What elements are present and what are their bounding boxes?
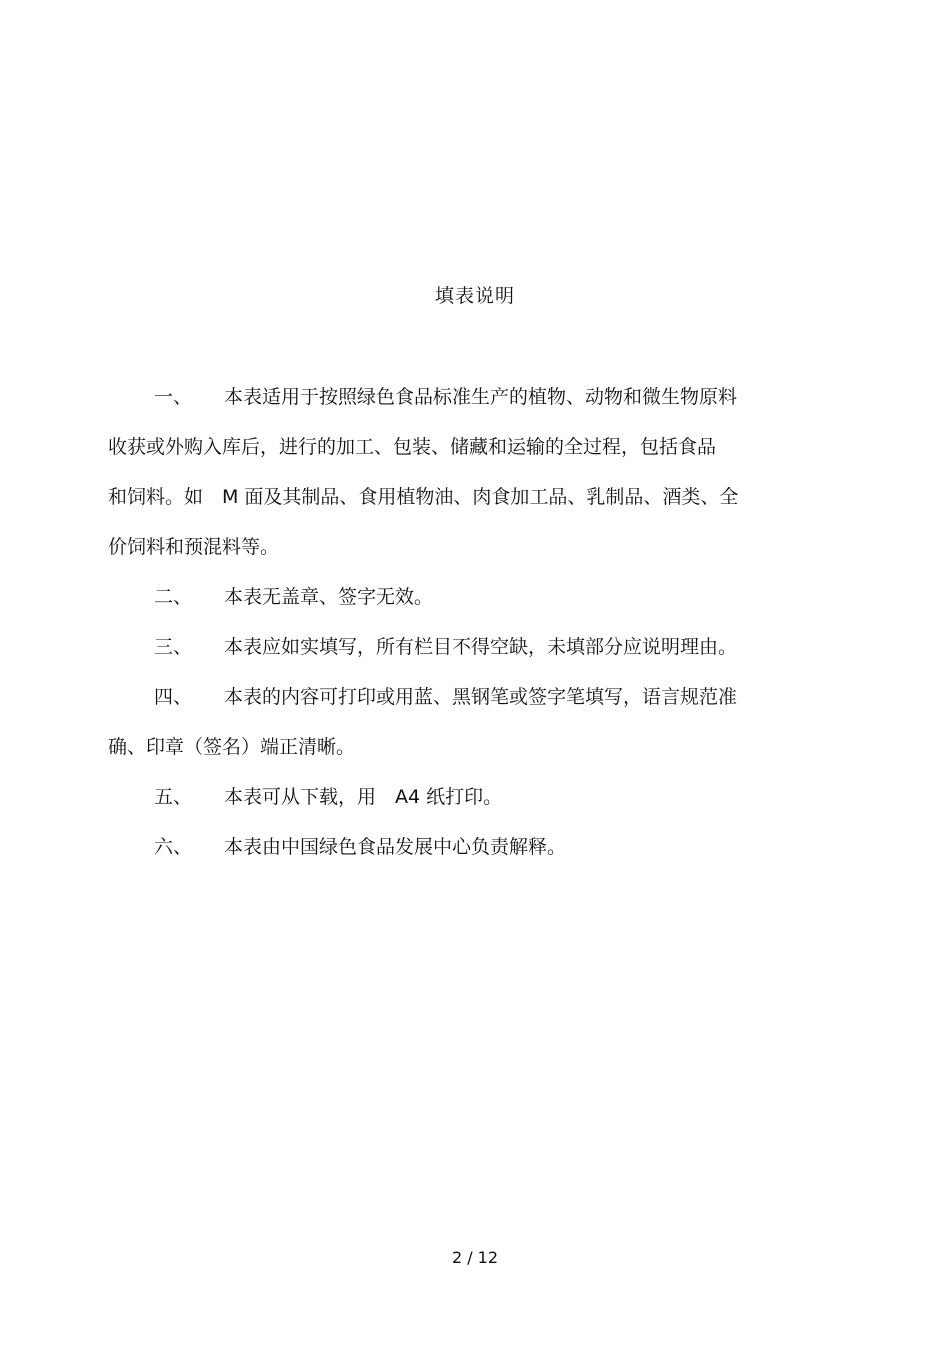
instruction-line	[108, 672, 808, 722]
instruction-item-4	[108, 672, 808, 772]
item-number: 四、	[154, 686, 193, 708]
instruction-line	[108, 772, 808, 822]
instruction-item-5	[108, 772, 808, 822]
item-number: 二、	[154, 586, 193, 608]
instruction-item-3	[108, 622, 808, 672]
item-number: 三、	[154, 636, 193, 658]
item-number: 一、	[154, 386, 193, 408]
instruction-line	[108, 572, 808, 622]
instruction-line	[108, 372, 808, 422]
instruction-line: 和饲料。如 M 面及其制品、食用植物油、肉食加工品、乳制品、酒类、全	[108, 486, 739, 508]
instruction-line	[108, 622, 808, 672]
instruction-item-6	[108, 822, 808, 872]
instruction-item-1	[108, 372, 808, 572]
item-text: 本表适用于按照绿色食品标准生产的植物、动物和微生物原料	[224, 386, 738, 408]
instruction-item-2	[108, 572, 808, 622]
page-number: 2 / 12	[451, 1248, 499, 1267]
page-title: 填表说明	[434, 285, 515, 307]
item-text: 本表可从下载，用 A4 纸打印。	[224, 786, 503, 808]
instruction-line: 确、印章（签名）端正清晰。	[108, 736, 356, 758]
instruction-line	[108, 822, 808, 872]
item-text: 本表由中国绿色食品发展中心负责解释。	[224, 836, 567, 858]
item-text: 本表无盖章、签字无效。	[224, 586, 434, 608]
item-text: 本表应如实填写，所有栏目不得空缺，未填部分应说明理由。	[224, 636, 738, 658]
item-text: 本表的内容可打印或用蓝、黑钢笔或签字笔填写，语言规范准	[224, 686, 738, 708]
item-number: 六、	[154, 836, 193, 858]
instruction-line: 收获或外购入库后，进行的加工、包装、储藏和运输的全过程，包括食品	[108, 436, 717, 458]
instruction-line: 价饲料和预混料等。	[108, 536, 280, 558]
item-number: 五、	[154, 786, 193, 808]
